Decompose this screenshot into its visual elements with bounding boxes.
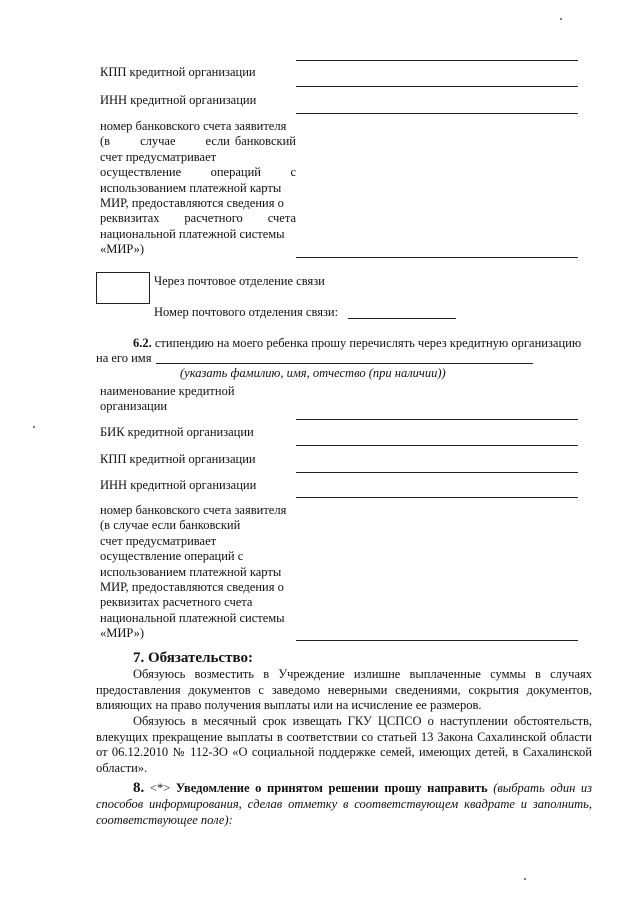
section-8-number: 8.	[133, 780, 145, 796]
section-7-para2-text: Обязуюсь в месячный срок извещать ГКУ ЦСПСО о наступлении обстоятельств, влекущих прекращение выплаты в соответствии со статьей 13 Закона Сахалинской области от 06.12.2010 № 112-ЗО «О социальной поддержке семей, имеющих детей, в Сахалинской области».	[96, 714, 592, 775]
section-7-para1	[96, 667, 592, 714]
account-line: (в случае если банковский	[100, 518, 241, 533]
account-line: осуществление операций с	[100, 549, 244, 564]
bik-field[interactable]	[296, 445, 578, 446]
account-line: реквизитах расчетного счета	[100, 211, 296, 226]
account-line: номер банковского счета заявителя	[100, 119, 287, 133]
account-field-1[interactable]	[296, 257, 578, 258]
kpp-field-1[interactable]	[296, 86, 578, 87]
bank-name-field[interactable]	[296, 419, 578, 420]
bank-name-line: наименование кредитной	[100, 384, 235, 398]
account-line: использованием платежной карты	[100, 180, 282, 195]
section-8	[96, 780, 592, 828]
account-line: «МИР»)	[100, 242, 145, 257]
account-line: МИР, предоставляются сведения о	[100, 580, 284, 595]
account-line: «МИР»)	[100, 626, 145, 641]
inn-label-1: ИНН кредитной организации	[100, 93, 257, 107]
inn-label-2: ИНН кредитной организации	[100, 478, 257, 492]
account-line: МИР, предоставляются сведения о	[100, 196, 284, 211]
section-6-2-line1	[133, 336, 593, 351]
account-line: осуществление операций с	[100, 165, 296, 180]
scan-speck	[560, 18, 562, 20]
account-field-2[interactable]	[296, 640, 578, 641]
section-7-para1-text: Обязуюсь возместить в Учреждение излишне выплаченные суммы в случаях предоставления документов с заведомо неверными сведениями, сокрытия документов, влияющих на право получения выплаты или на исчисление ее размеров.	[96, 667, 592, 713]
inn-field-1[interactable]	[296, 113, 578, 114]
bank-name-line: организации	[100, 399, 168, 414]
bank-name-label	[100, 384, 296, 415]
via-post-label: Через почтовое отделение связи	[154, 274, 325, 288]
postal-checkbox[interactable]	[96, 272, 150, 304]
account-line: счет предусматривает	[100, 533, 217, 548]
inn-field-2[interactable]	[296, 497, 578, 498]
scan-speck	[524, 878, 526, 880]
section-7-title: 7. Обязательство:	[133, 650, 253, 666]
account-line: номер банковского счета заявителя	[100, 503, 287, 517]
section-6-2-text: стипендию на моего ребенка прошу перечислять через кредитную организацию	[151, 336, 582, 350]
section-6-2-prefix: на его имя	[96, 351, 152, 365]
section-8-bold: Уведомление о принятом решении прошу направить	[175, 781, 488, 795]
post-number-field[interactable]	[348, 318, 456, 319]
section-7-para2	[96, 714, 592, 776]
account-line: (в случае если банковский	[100, 134, 296, 149]
kpp-label-1: КПП кредитной организации	[100, 65, 256, 79]
account-label-2	[100, 503, 296, 642]
account-line: национальной платежной системы	[100, 226, 285, 241]
account-line: национальной платежной системы	[100, 610, 285, 625]
recipient-name-hint: (указать фамилию, имя, отчество (при наличии))	[180, 366, 446, 380]
account-line: счет предусматривает	[100, 149, 217, 164]
kpp-field-2[interactable]	[296, 472, 578, 473]
recipient-name-field[interactable]	[156, 363, 533, 364]
account-line: использованием платежной карты	[100, 564, 282, 579]
account-line: реквизитах расчетного счета	[100, 595, 253, 610]
post-number-label: Номер почтового отделения связи:	[154, 305, 339, 319]
kpp-label-2: КПП кредитной организации	[100, 452, 256, 466]
section-8-italic: (выбрать один из способов информирования, сделав отметку в соответствующем квадрате и заполнить, соответствующее поле):	[96, 781, 593, 827]
section-6-2-number: 6.2.	[133, 336, 152, 350]
scan-speck	[33, 426, 35, 428]
section-8-marker: <*>	[149, 781, 171, 795]
account-label-1	[100, 119, 296, 258]
bik-label: БИК кредитной организации	[100, 425, 254, 439]
top-field-line	[296, 60, 578, 61]
